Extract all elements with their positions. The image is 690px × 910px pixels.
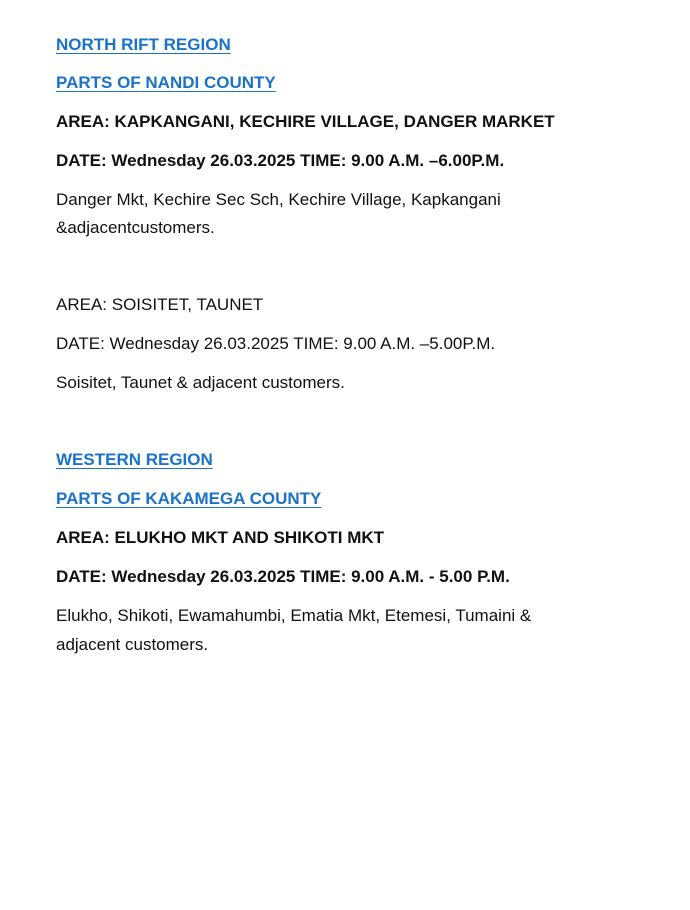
county-heading-nandi[interactable]: PARTS OF NANDI COUNTY	[56, 73, 276, 92]
region-heading-north-rift[interactable]: NORTH RIFT REGION	[56, 35, 231, 54]
datetime-kapkangani: DATE: Wednesday 26.03.2025 TIME: 9.00 A.M. –6.00P.M.	[56, 151, 505, 170]
datetime-soisitet: DATE: Wednesday 26.03.2025 TIME: 9.00 A.M. –5.00P.M.	[56, 334, 496, 353]
area-soisitet: AREA: SOISITET, TAUNET	[56, 295, 264, 314]
description-elukho-line2: adjacent customers.	[56, 635, 209, 654]
region-heading-western[interactable]: WESTERN REGION	[56, 450, 213, 469]
description-elukho-line1: Elukho, Shikoti, Ewamahumbi, Ematia Mkt, Etemesi, Tumaini &	[56, 606, 532, 625]
description-kapkangani-line1: Danger Mkt, Kechire Sec Sch, Kechire Village, Kapkangani	[56, 190, 501, 209]
datetime-elukho: DATE: Wednesday 26.03.2025 TIME: 9.00 A.M. - 5.00 P.M.	[56, 567, 510, 586]
description-soisitet: Soisitet, Taunet & adjacent customers.	[56, 373, 345, 392]
county-heading-kakamega[interactable]: PARTS OF KAKAMEGA COUNTY	[56, 489, 322, 508]
description-kapkangani-line2: &adjacentcustomers.	[56, 218, 215, 237]
area-elukho: AREA: ELUKHO MKT AND SHIKOTI MKT	[56, 528, 385, 547]
area-kapkangani: AREA: KAPKANGANI, KECHIRE VILLAGE, DANGER MARKET	[56, 112, 555, 131]
